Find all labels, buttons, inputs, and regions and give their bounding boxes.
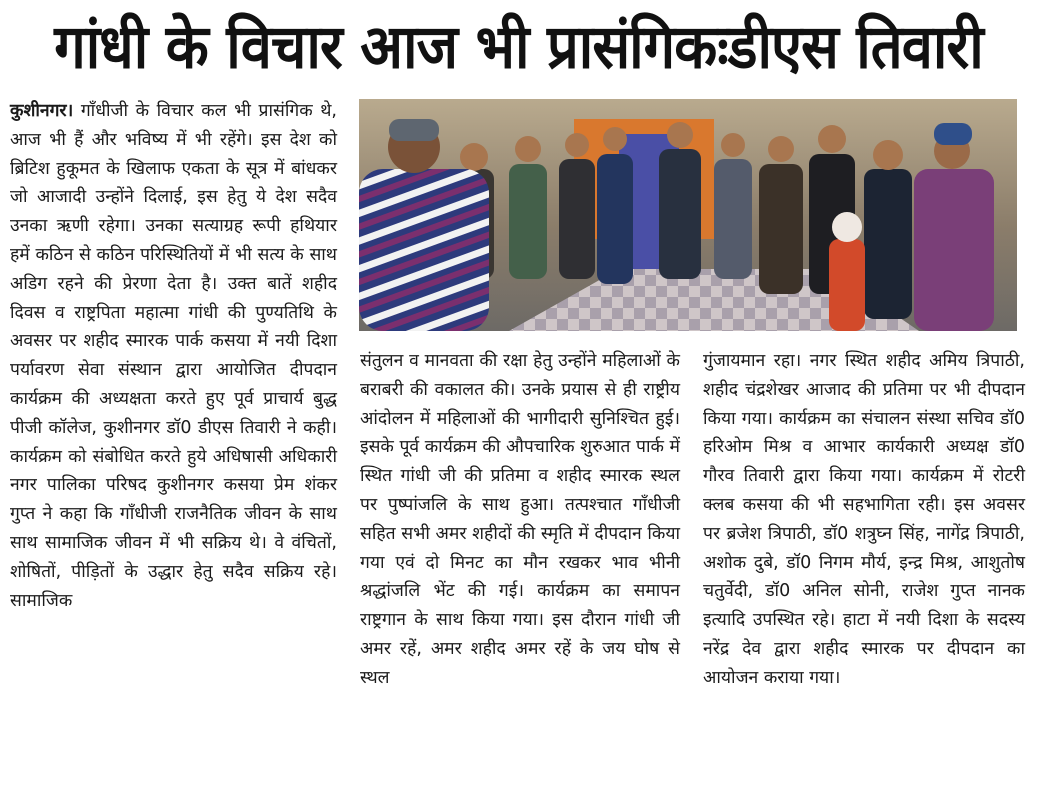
news-photo <box>359 99 1017 331</box>
headline: गांधी के विचार आज भी प्रासंगिकःडीएस तिवारी <box>54 12 983 83</box>
article-column-1 <box>10 97 337 615</box>
article-column-2-text: संतुलन व मानवता की रक्षा हेतु उन्होंने महिलाओं के बराबरी की वकालत की। उनके प्रयास से ही राष्ट्रीय आंदोलन में महिलाओं की भागीदारी सुनिश्चित हुई। इसके पूर्व कार्यक्रम की औपचारिक शुरुआत पार्क में स्थित गांधी जी की प्रतिमा व शहीद स्मारक स्थल पर पुष्पांजलि के साथ हुआ। तत्पश्चात गाँधीजी सहित सभी अमर शहीदों की स्मृति में दीपदान किया गया एवं दो मिनट का मौन रखकर भाव भीनी श्रद्धांजलि भेंट की गई। कार्यक्रम का समापन राष्ट्रगान के साथ किया गया। इस दौरान गांधी जी अमर रहें, अमर शहीद अमर रहें के जय घोष से स्थल <box>360 351 680 688</box>
article-column-3-text: गुंजायमान रहा। नगर स्थित शहीद अमिय त्रिपाठी, शहीद चंद्रशेखर आजाद की प्रतिमा पर भी दीपदान किया गया। कार्यक्रम का संचालन संस्था सचिव डॉ0 हरिओम मिश्र व आभार कार्यकारी अध्यक्ष डॉ0 गौरव तिवारी द्वारा किया गया। कार्यक्रम में रोटरी क्लब कसया की भी सहभागिता रही। इस अवसर पर ब्रजेश त्रिपाठी, डॉ0 शत्रुघ्न सिंह, नागेंद्र त्रिपाठी, अशोक दुबे, डॉ0 निगम मौर्य, इन्द्र मिश्र, आशुतोष चतुर्वेदी, डॉ0 अनिल सोनी, राजेश गुप्त नानक इत्यादि उपस्थित रहे। हाटा में नयी दिशा के सदस्य नरेंद्र देव द्वारा शहीद स्मारक पर दीपदान का आयोजन कराया गया। <box>703 351 1025 688</box>
article-column-1-text: गाँधीजी के विचार कल भी प्रासंगिक थे, आज भी हैं और भविष्य में भी रहेंगे। इस देश को ब्रिटिश हुकूमत के खिलाफ एकता के सूत्र में बांधकर जो आजादी उन्होंने दिलाई, इस हेतु ये देश सदैव उनका ऋणी रहेगा। उनका सत्याग्रह रूपी हथियार हमें कठिन से कठिन परिस्थितियों में भी सत्य के साथ अडिग रहने की प्रेरणा देता है। उक्त बातें शहीद दिवस व राष्ट्रपिता महात्मा गांधी की पुण्यतिथि के अवसर पर शहीद स्मारक पार्क कसया में नयी दिशा पर्यावरण सेवा संस्थान द्वारा आयोजित दीपदान कार्यक्रम की अध्यक्षता करते हुए पूर्व प्राचार्य बुद्ध पीजी कॉलेज, कुशीनगर डॉ0 डीएस तिवारी ने कही। कार्यक्रम को संबोधित करते हुये अधिषासी अधिकारी नगर पालिका परिषद कुशीनगर कसया प्रेम शंकर गुप्त ने कहा कि गाँधीजी राजनैतिक जीवन के साथ साथ सामाजिक जीवन में भी सक्रिय थे। वे वंचितों, शोषितों, पीड़ितों के उद्धार हेतु सदैव सक्रिय रहे। सामाजिक <box>10 101 337 611</box>
article-column-2 <box>360 347 680 693</box>
news-photo-image <box>359 99 1017 331</box>
dateline: कुशीनगर। <box>10 101 74 121</box>
article-column-3 <box>703 347 1025 693</box>
